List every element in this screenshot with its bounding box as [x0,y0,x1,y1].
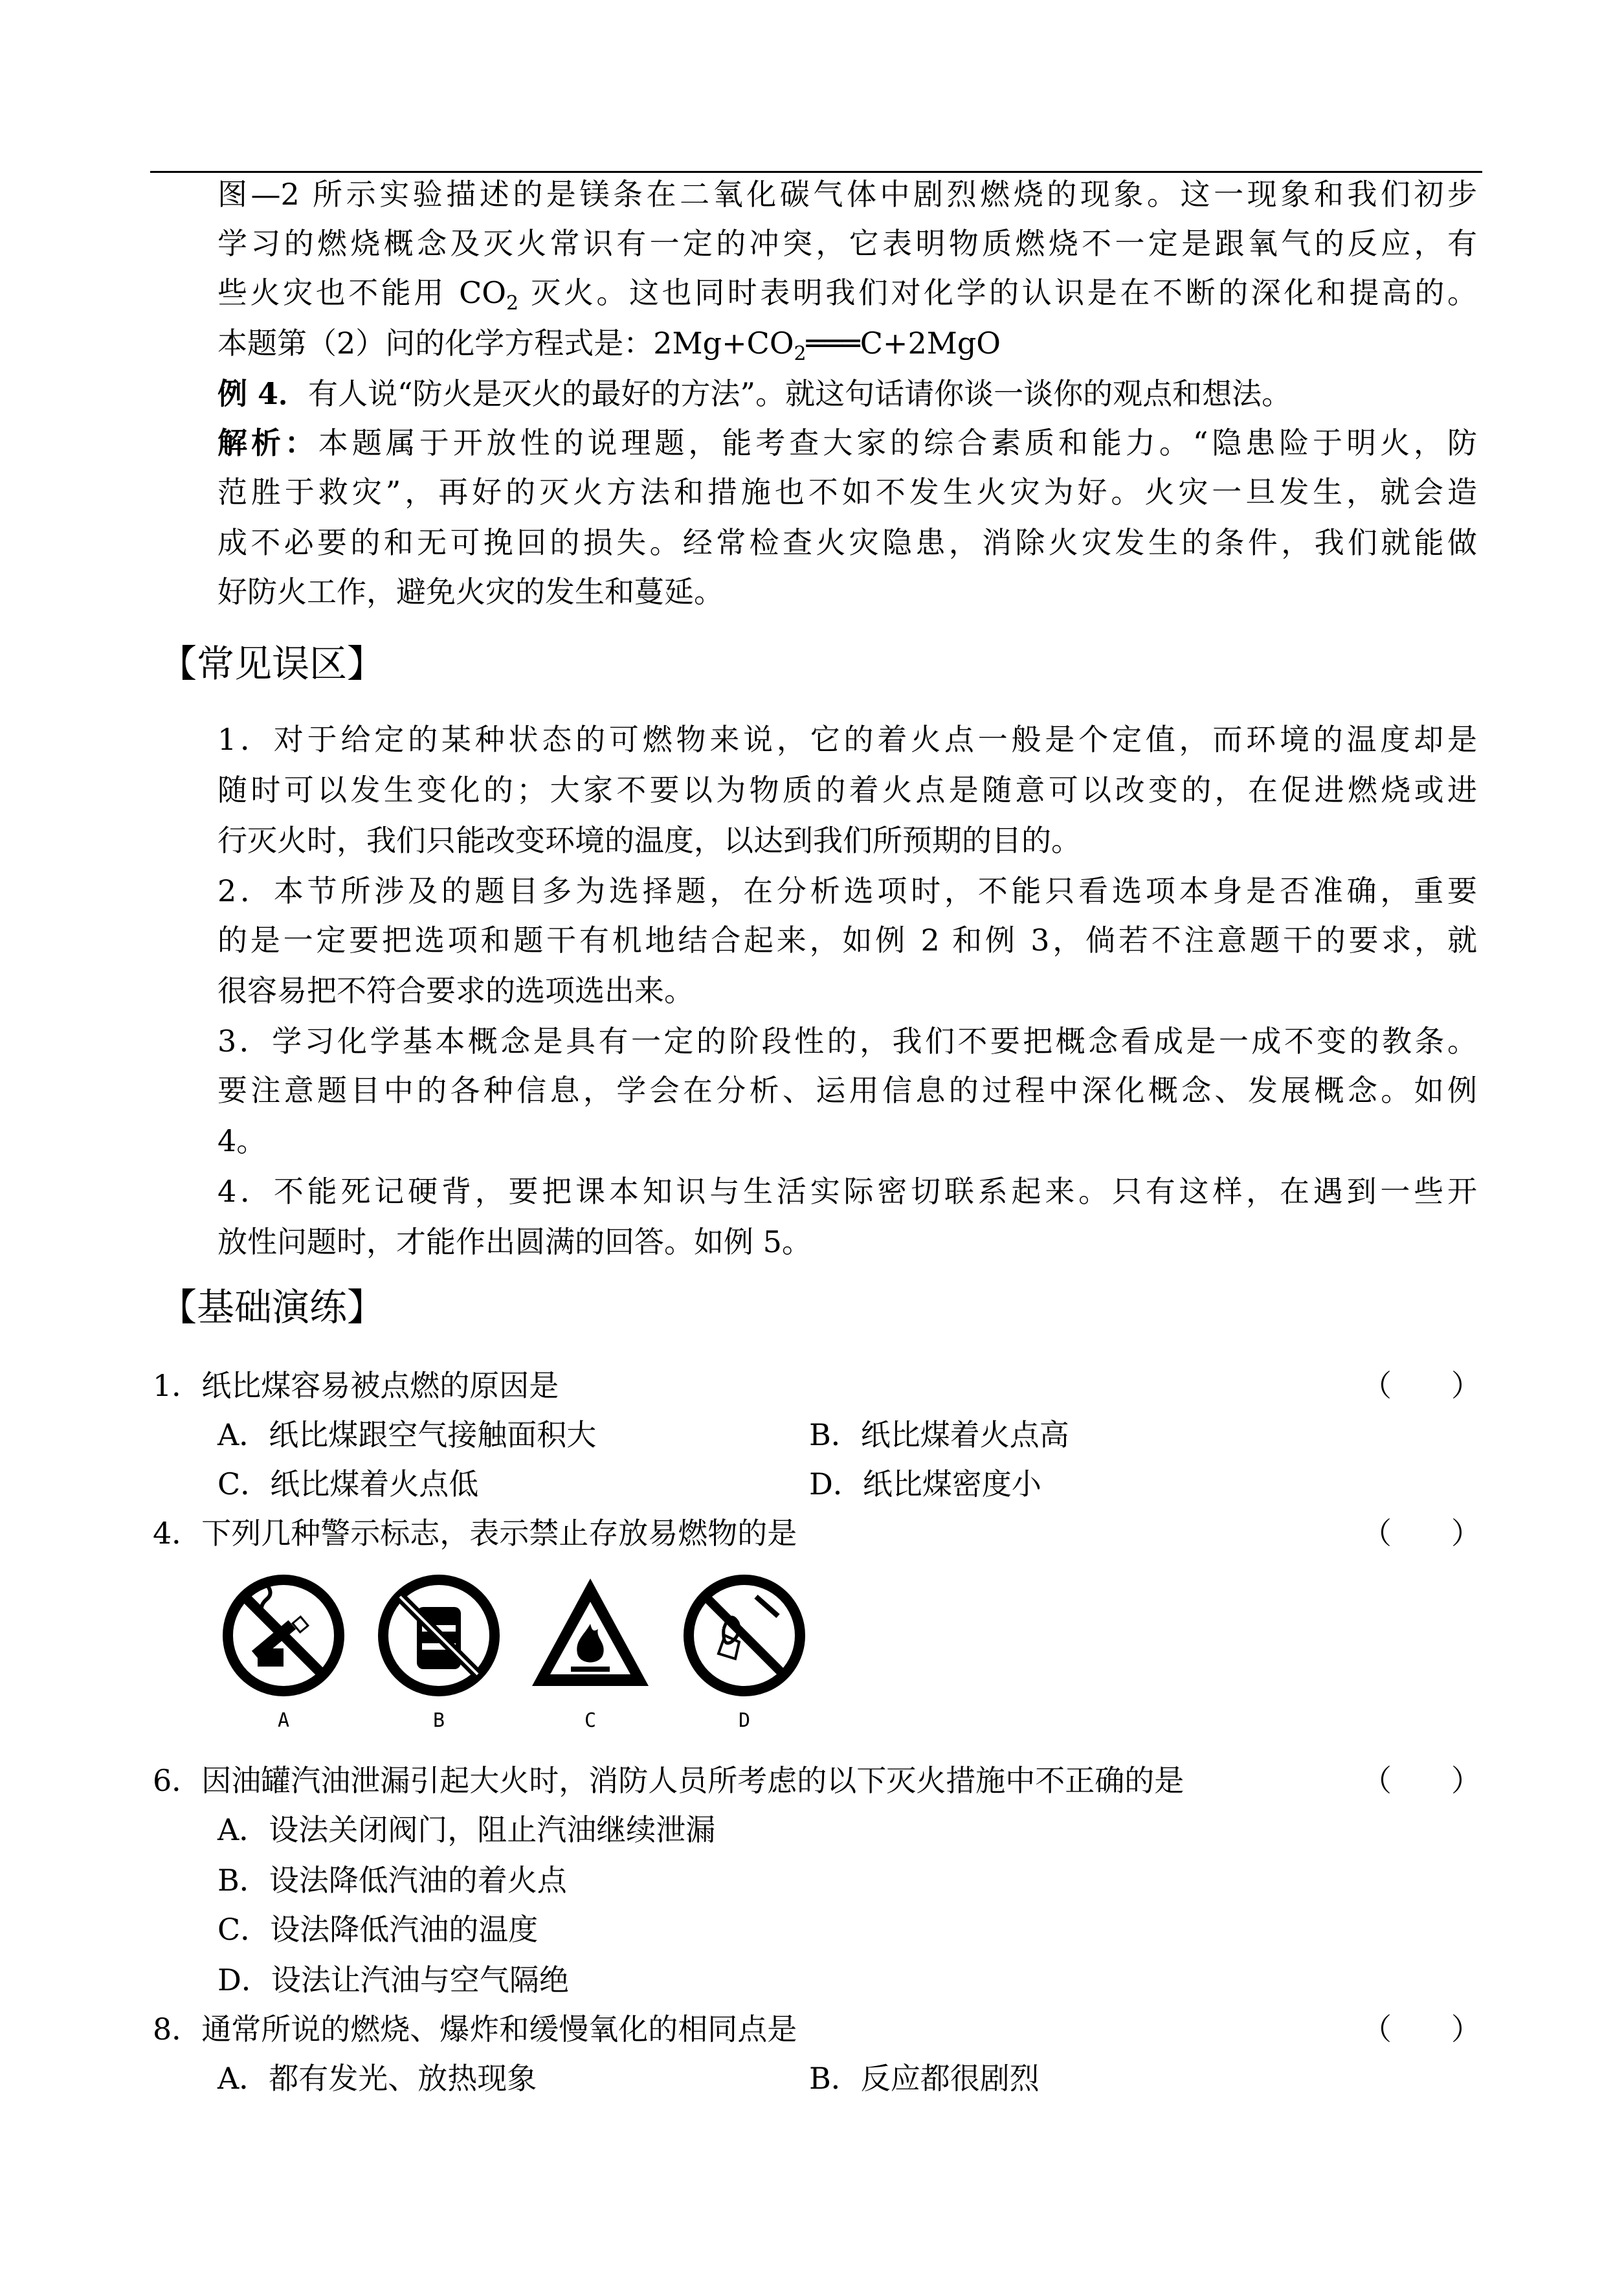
sign-label-b: B [432,1709,445,1732]
q1-stem: 1．纸比煤容易被点燃的原因是 [153,1368,559,1403]
errors-p4-line-1: 4．不能死记硬背，要把课本知识与生活实际密切联系起来。只有这样，在遇到一些开 [217,1174,1477,1209]
analysis-line-4: 好防火工作，避免火灾的发生和蔓延。 [217,574,724,609]
errors-p3-line-1: 3．学习化学基本概念是具有一定的阶段性的，我们不要把概念看成是一成不变的教条。 [217,1024,1477,1059]
q8-option-b: B．反应都很剧烈 [809,2061,1040,2096]
q6-option-d: D．设法让汽油与空气隔绝 [217,1962,569,1997]
errors-p2-line-1: 2．本节所涉及的题目多为选择题，在分析选项时，不能只看选项本身是否准确，重要 [217,873,1477,908]
q4-answer-blank: （ ） [1362,1516,1481,1551]
errors-p3-line-2: 要注意题目中的各种信息，学会在分析、运用信息的过程中深化概念、发展概念。如例 [217,1073,1477,1108]
sign-label-a: A [277,1709,290,1732]
analysis-line-3: 成不必要的和无可挽回的损失。经常检查火灾隐患，消除火灾发生的条件，我们就能做 [217,525,1477,560]
q1-answer-blank: （ ） [1362,1368,1481,1403]
no-fire-icon [680,1571,809,1700]
subscript: 2 [794,343,806,366]
example-4-question: 例 4．有人说“防火是灭火的最好的方法”。就这句话请你谈一谈你的观点和想法。 [217,376,1292,411]
explanation-line-2: 学习的燃烧概念及灭火常识有一定的冲突，它表明物质燃烧不一定是跟氧气的反应，有 [217,226,1477,261]
q6-option-b: B．设法降低汽油的着火点 [217,1863,567,1898]
example-label: 例 4． [217,376,309,411]
q6-option-a: A．设法关闭阀门，阻止汽油继续泄漏 [217,1812,716,1847]
q6-stem: 6．因油罐汽油泄漏引起大火时，消防人员所考虑的以下灭火措施中不正确的是 [153,1763,1185,1798]
errors-p2-line-2: 的是一定要把选项和题干有机地结合起来，如例 2 和例 3，倘若不注意题干的要求，就 [217,923,1477,958]
errors-p4-line-2: 放性问题时，才能作出圆满的回答。如例 5。 [217,1224,812,1259]
q8-stem: 8．通常所说的燃烧、爆炸和缓慢氧化的相同点是 [153,2012,797,2047]
q1-option-b: B．纸比煤着火点高 [809,1417,1069,1452]
q1-option-a: A．纸比煤跟空气接触面积大 [217,1417,597,1452]
errors-p3-line-3: 4。 [217,1123,267,1158]
sign-label-d: D [738,1709,751,1732]
section-heading-practice: 【基础演练】 [159,1285,385,1329]
no-smoking-icon [219,1571,348,1700]
q8-answer-blank: （ ） [1362,2012,1481,2047]
q6-option-c: C．设法降低汽油的温度 [217,1912,539,1947]
errors-p2-line-3: 很容易把不符合要求的选项选出来。 [217,973,694,1008]
q4-stem: 4．下列几种警示标志，表示禁止存放易燃物的是 [153,1516,797,1551]
q1-option-c: C．纸比煤着火点低 [217,1466,479,1501]
top-rule [150,171,1482,173]
analysis-line-2: 范胜于救灾”，再好的灭火方法和措施也不如不发生火灾为好。火灾一旦发生，就会造 [217,475,1477,510]
errors-p1-line-2: 随时可以发生变化的；大家不要以为物质的着火点是随意可以改变的，在促进燃烧或进 [217,772,1477,807]
q1-option-d: D．纸比煤密度小 [809,1466,1041,1501]
analysis-label: 解析： [217,425,318,460]
sign-label-c: C [584,1709,597,1732]
flammable-warning-icon [526,1571,655,1700]
no-flammables-storage-icon [374,1571,504,1700]
explanation-line-3: 些火灾也不能用 $CO_2$ 灭火。这也同时表明我们对化学的认识是在不断的深化和提高的。 [217,275,1478,315]
section-heading-errors: 【常见误区】 [159,642,385,686]
q6-answer-blank: （ ） [1362,1763,1481,1798]
q8-option-a: A．都有发光、放热现象 [217,2061,537,2096]
warning-signs [219,1571,814,1739]
errors-p1-line-3: 行灭火时，我们只能改变环境的温度，以达到我们所预期的目的。 [217,823,1081,858]
analysis-line-1: 解析：本题属于开放性的说理题，能考查大家的综合素质和能力。“隐患险于明火，防 [217,425,1478,460]
subscript: 2 [506,292,519,315]
explanation-line-1: 图—2 所示实验描述的是镁条在二氧化碳气体中剧烈燃烧的现象。这一现象和我们初步 [217,177,1477,212]
equation-line: 本题第（2）问的化学方程式是：$2Mg+CO_2═══C+2MgO$ [217,326,1001,366]
errors-p1-line-1: 1．对于给定的某种状态的可燃物来说，它的着火点一般是个定值，而环境的温度却是 [217,722,1477,757]
